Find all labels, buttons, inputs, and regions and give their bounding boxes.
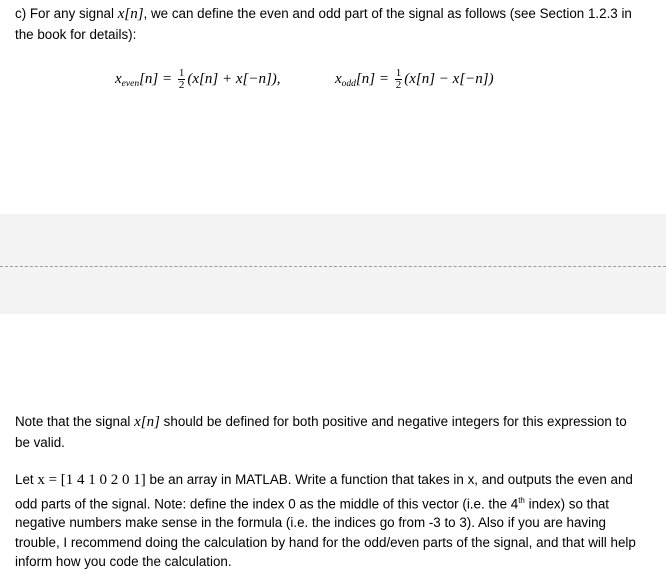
odd-arg: [n] =	[355, 71, 393, 87]
odd-fraction-denominator: 2	[395, 79, 402, 91]
task-paragraph	[15, 470, 645, 572]
even-fraction	[178, 68, 186, 91]
task-text: be an array in MATLAB. Write a function that takes in x, and outputs the even and odd parts of the signal. Note: define the index 0 as the middle of this vector (i.e. the 4	[15, 472, 633, 511]
note-text-rest: should be defined for both positive and negative integers for this expression to be valid.	[15, 414, 627, 450]
even-fraction-numerator: 1	[178, 67, 185, 79]
even-body: (x[n] + x[−n]),	[187, 71, 281, 87]
intro-text: c) For any signal	[15, 6, 118, 21]
note-text: Note that the signal	[15, 414, 135, 429]
odd-symbol: x	[335, 71, 342, 87]
page-break-divider	[0, 266, 666, 267]
task-array-assignment: x = [1 4 1 0 2 0 1]	[37, 472, 146, 488]
intro-text-rest: , we can define the even and odd part of the signal as follows (see Section 1.2.3 in the book for details):	[15, 6, 632, 42]
odd-body: (x[n] − x[−n])	[404, 71, 494, 87]
even-part-formula	[115, 68, 281, 91]
odd-fraction-numerator: 1	[395, 67, 402, 79]
even-subscript: even	[121, 78, 140, 89]
page-break-band	[0, 214, 666, 314]
even-arg: [n] =	[139, 71, 176, 87]
signal-symbol: x[n]	[117, 6, 144, 22]
part-c-intro	[15, 4, 645, 44]
even-symbol: x	[115, 71, 122, 87]
even-odd-equations	[0, 62, 666, 102]
note-signal-symbol: x[n]	[134, 414, 160, 430]
ordinal-suffix: th	[518, 495, 525, 505]
odd-fraction	[395, 68, 403, 91]
note-paragraph	[15, 412, 645, 452]
task-text-rest: index) so that negative numbers make sense in the formula (i.e. the indices go from -3 to 3). Also if you are having trouble, I recommend doing the calculation by hand for the odd/even parts of the signal, and that will help inform how you code the calculation.	[15, 495, 636, 570]
even-fraction-denominator: 2	[178, 79, 185, 91]
odd-subscript: odd	[341, 78, 356, 89]
odd-part-formula	[335, 68, 494, 91]
task-lead: Let	[15, 472, 38, 487]
